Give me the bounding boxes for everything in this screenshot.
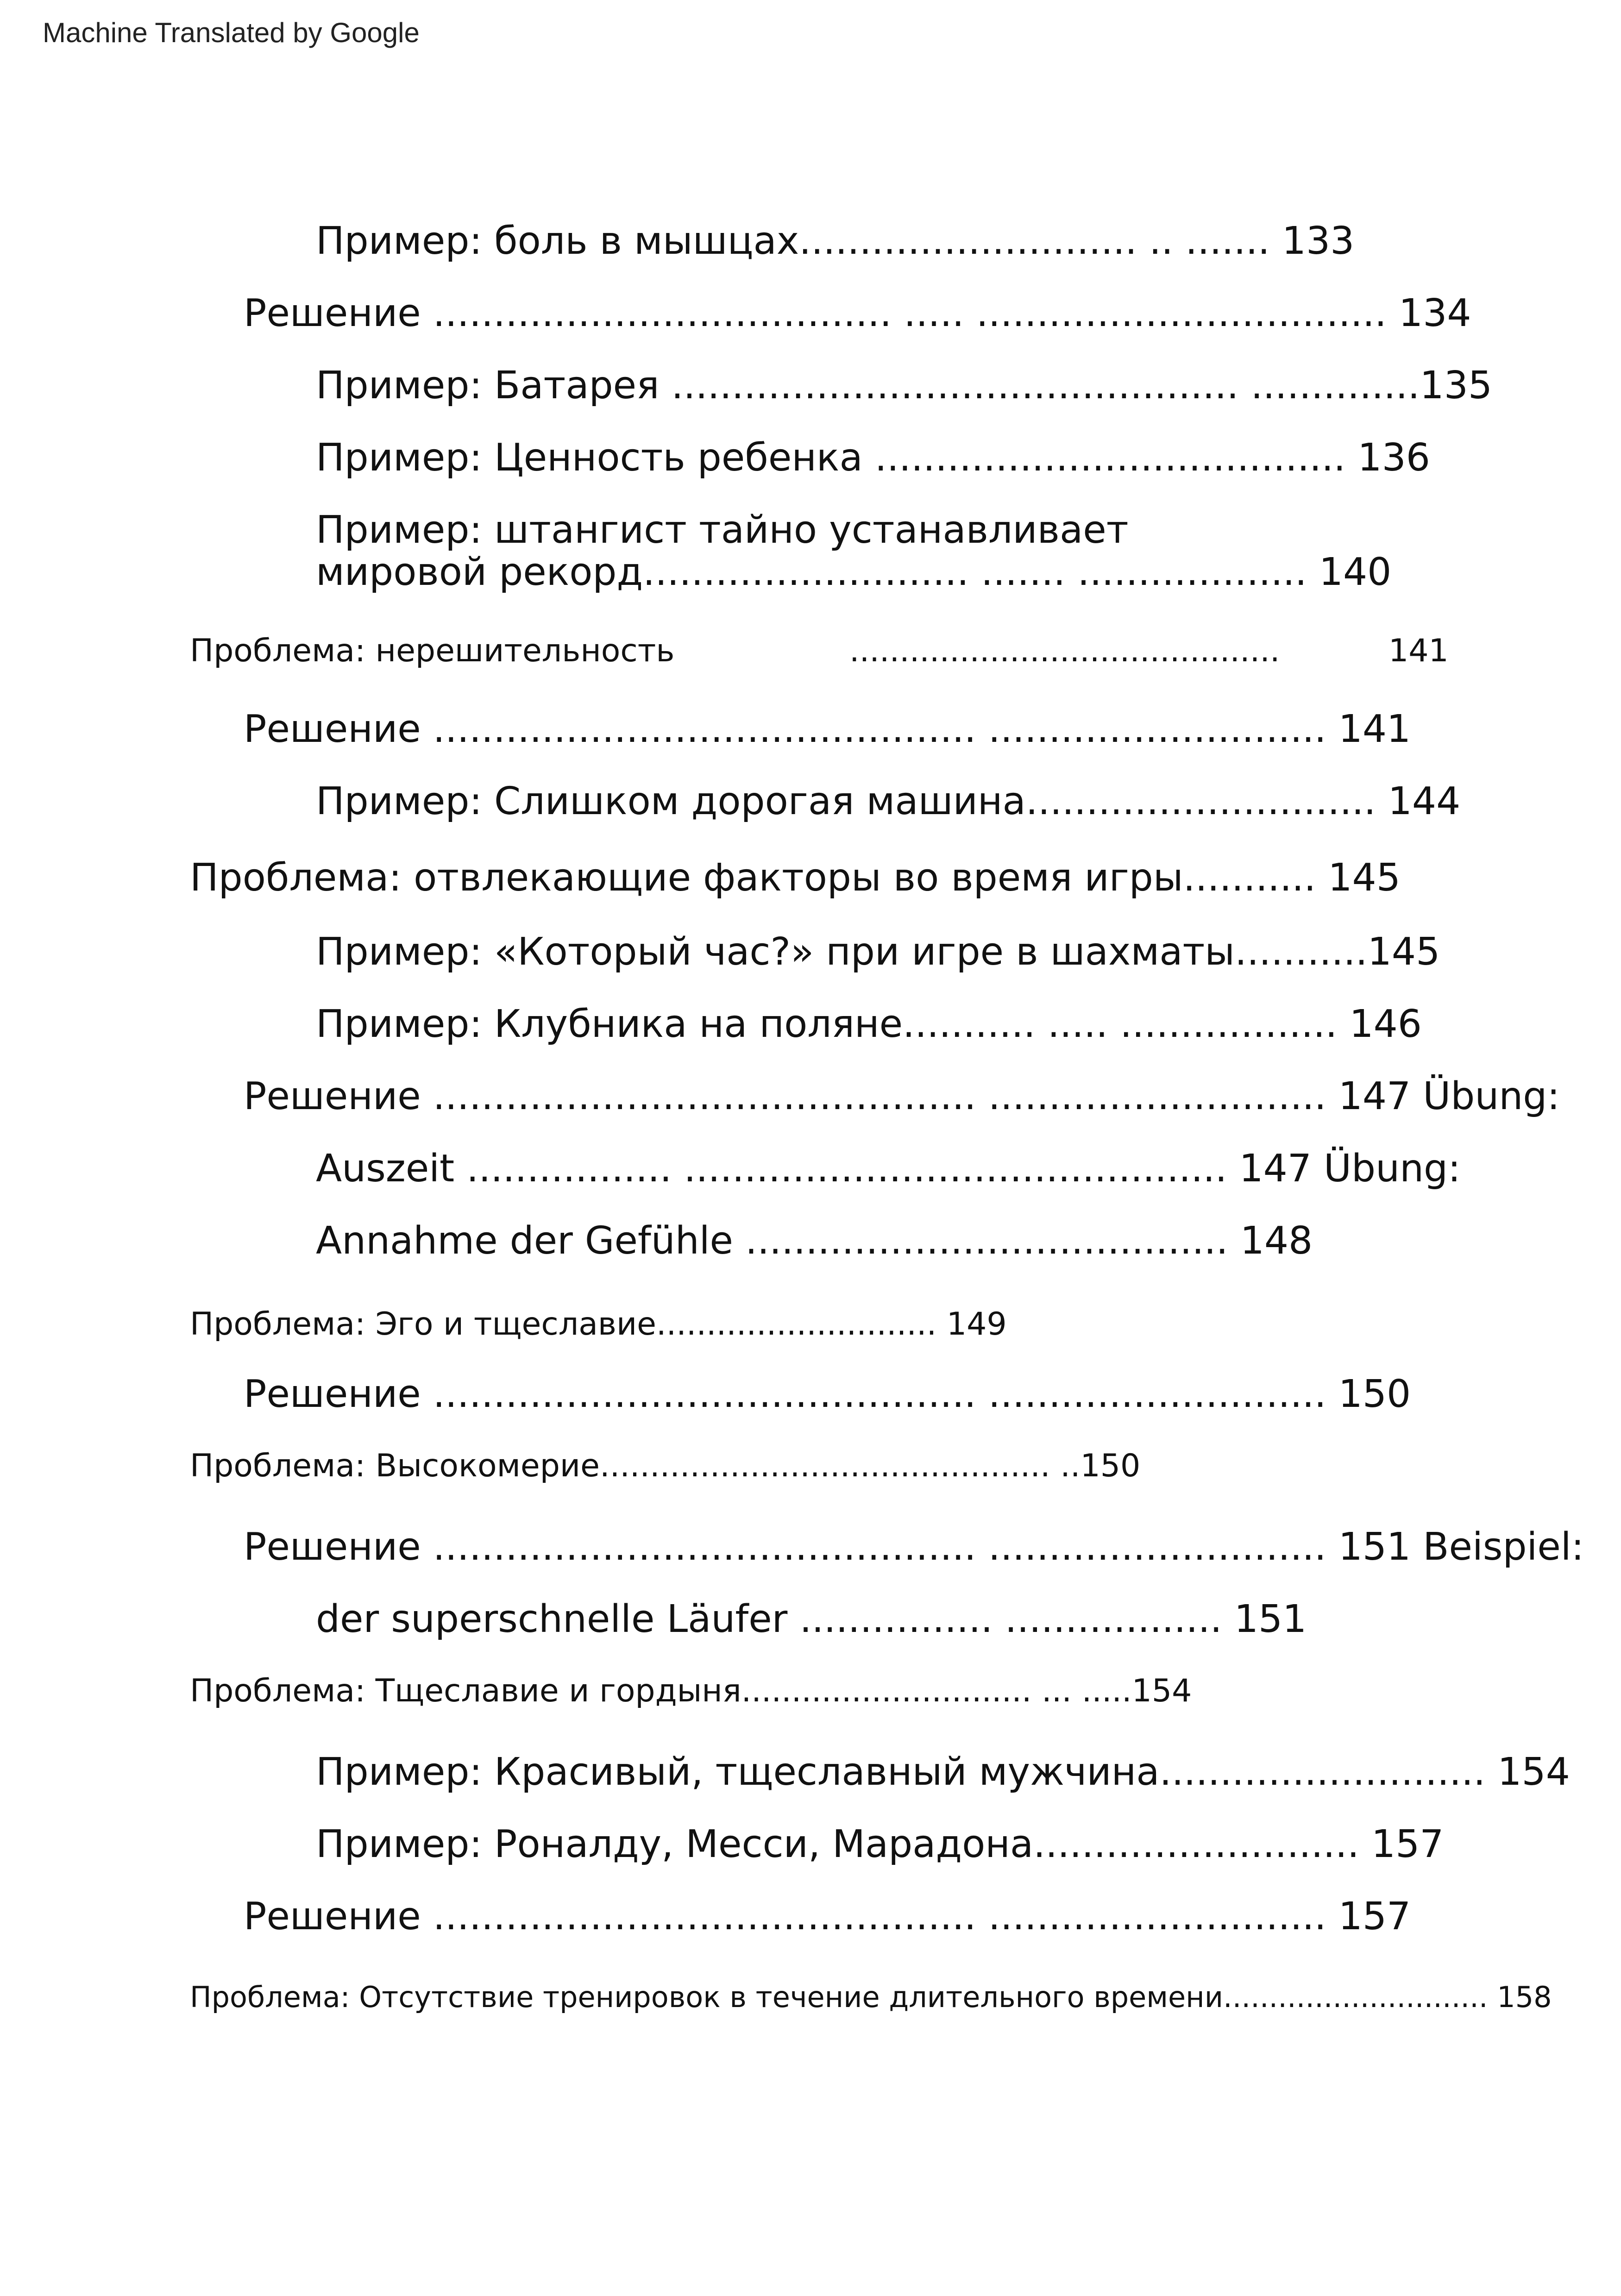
toc-entry: Проблема: Эго и тщеславие............................ 149	[190, 1306, 1007, 1342]
toc-entry: Решение ............................................. ............................ 150	[244, 1372, 1411, 1416]
toc-entry: Annahme der Gefühle ........................................ 148	[316, 1219, 1313, 1263]
toc-entry: Проблема: отвлекающие факторы во время игры........... 145	[190, 856, 1401, 900]
toc-entry: Решение ............................................. ............................ 141	[244, 707, 1411, 751]
toc-dot-leader: ...........................................	[849, 633, 1280, 669]
toc-entry: Пример: штангист тайно устанавливает	[316, 508, 1129, 552]
toc-entry: Решение ............................................. ............................ 151 Beispiel:	[244, 1525, 1584, 1569]
toc-entry: Проблема: Отсутствие тренировок в течение длительного времени............................. 158	[190, 1980, 1552, 2014]
toc-entry: Auszeit ................. ............................................. 147 Übung:	[316, 1147, 1461, 1191]
toc-entry: Решение ............................................. ............................ 157	[244, 1895, 1411, 1938]
toc-entry: Пример: Батарея ............................................... ..............135	[316, 364, 1493, 408]
toc-entry: der superschnelle Läufer ................ .................. 151	[316, 1597, 1307, 1641]
toc-entry: Пример: Слишком дорогая машина............................. 144	[316, 779, 1461, 823]
toc-entry: Проблема: Тщеславие и гордыня............................. ... .....154	[190, 1673, 1192, 1709]
toc-page-number: 141	[1389, 633, 1449, 669]
toc-entry: Пример: боль в мышцах............................ .. ....... 133	[316, 219, 1355, 263]
toc-entry: Пример: Роналду, Месси, Марадона........................... 157	[316, 1822, 1444, 1866]
toc-entry: Проблема: Высокомерие............................................. ..150	[190, 1448, 1141, 1484]
toc-entry: Пример: Красивый, тщеславный мужчина........................... 154	[316, 1750, 1570, 1794]
toc-entry: Пример: «Который час?» при игре в шахматы...........145	[316, 930, 1440, 974]
toc-entry: Пример: Ценность ребенка ....................................... 136	[316, 436, 1430, 480]
toc-entry: мировой рекорд........................... ....... ................... 140	[316, 550, 1392, 594]
toc-entry: Пример: Клубника на поляне........... ..... .................. 146	[316, 1002, 1422, 1046]
translation-banner: Machine Translated by Google	[43, 17, 420, 48]
toc-entry: Проблема: нерешительность	[190, 633, 675, 669]
toc-entry: Решение ...................................... ..... .................................. 134	[244, 291, 1471, 335]
toc-entry: Решение ............................................. ............................ 147 Übung:	[244, 1074, 1560, 1118]
